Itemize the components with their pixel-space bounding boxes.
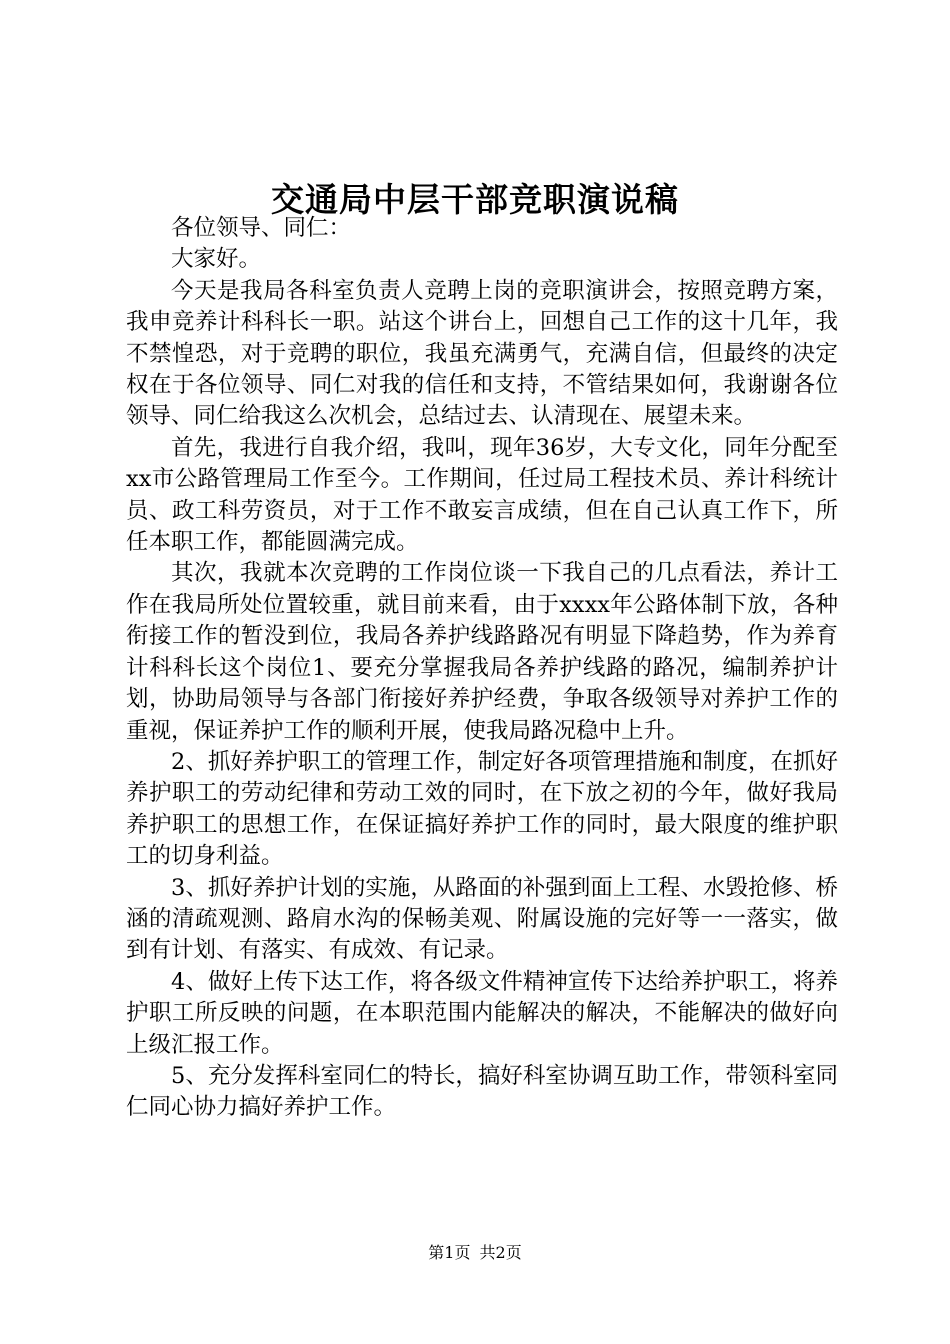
paragraph-intro: 今天是我局各科室负责人竞聘上岗的竞职演讲会，按照竞聘方案，我申竞养计科科长一职。站这个讲台上，回想自己工作的这十几年，我不禁惶恐，对于竞聘的职位，我虽充满勇气，充满自信，但最终的决定权在于各位领导、同仁对我的信任和支持，不管结果如何，我谢谢各位领导、同仁给我这么次机会，总结过去、认清现在、展望未来。 [126, 277, 838, 430]
paragraph-point-4: 4、做好上传下达工作，将各级文件精神宣传下达给养护职工，将养护职工所反映的问题，在本职范围内能解决的解决，不能解决的做好向上级汇报工作。 [126, 968, 838, 1058]
page-footer [0, 1245, 950, 1261]
paragraph-self-introduction: 首先，我进行自我介绍，我叫，现年36岁，大专文化，同年分配至xx市公路管理局工作至今。工作期间，任过局工程技术员、养计科统计员、政工科劳资员，对于工作不敢妄言成绩，但在自己认真工作下，所任本职工作，都能圆满完成。 [126, 434, 838, 556]
document-title: 交通局中层干部竞职演说稿 [271, 180, 679, 219]
paragraph-views: 其次，我就本次竞聘的工作岗位谈一下我自己的几点看法，养计工作在我局所处位置较重，就目前来看，由于xxxx年公路体制下放，各种衔接工作的暂没到位，我局各养护线路路况有明显下降趋势，作为养育计科科长这个岗位1、要充分掌握我局各养护线路的路况，编制养护计划，协助局领导与各部门衔接好养护经费，争取各级领导对养护工作的重视，保证养护工作的顺利开展，使我局路况稳中上升。 [126, 560, 838, 744]
document-body [126, 213, 838, 1124]
paragraph-point-2: 2、抓好养护职工的管理工作，制定好各项管理措施和制度，在抓好养护职工的劳动纪律和劳动工效的同时，在下放之初的今年，做好我局养护职工的思想工作，在保证搞好养护工作的同时，最大限度的维护职工的切身利益。 [126, 748, 838, 870]
salutation: 各位领导、同仁： [171, 215, 352, 241]
paragraph-point-5: 5、充分发挥科室同仁的特长，搞好科室协调互助工作，带领科室同仁同心协力搞好养护工作。 [126, 1062, 838, 1121]
page-number-total: 共2页 [479, 1243, 522, 1262]
paragraph-point-3: 3、抓好养护计划的实施，从路面的补强到面上工程、水毁抢修、桥涵的清疏观测、路肩水沟的保畅美观、附属设施的完好等一一落实，做到有计划、有落实、有成效、有记录。 [126, 874, 838, 964]
page-number-current: 第1页 [428, 1243, 471, 1262]
greeting: 大家好。 [171, 246, 262, 273]
